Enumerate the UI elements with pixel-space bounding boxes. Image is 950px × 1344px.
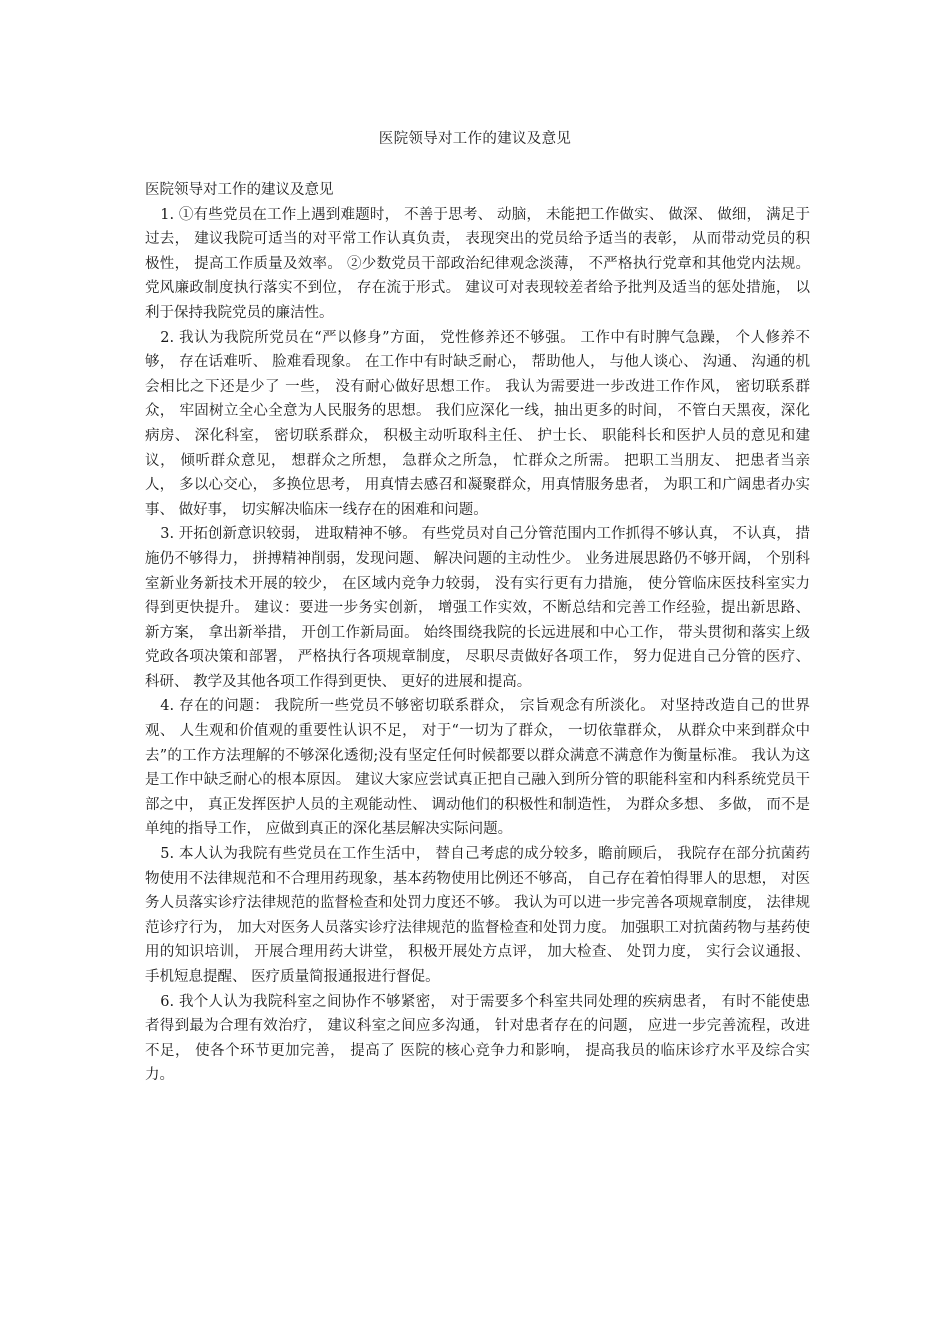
paragraph-item-4: 4. 存在的问题： 我院所一些党员不够密切联系群众， 宗旨观念有所淡化。 对坚持改造自己的世界观、 人生观和价值观的重要性认识不足， 对于“一切为了群众， 一切依靠群众， 从群众中来到群众中去”的工作方法理解的不够深化透彻;没有坚定任何时候都要以群众满意不满意作为衡量标准。 我认为这是工作中缺乏耐心的根本原因。 建议大家应尝试真正把自己融入到所分管的职能科室和内科系统党员干部之中， 真正发挥医护人员的主观能动性、 调动他们的积极性和制造性， 为群众多想、 多做， 而不是单纯的指导工作， 应做到真正的深化基层解决实际问题。 xyxy=(145,698,810,838)
document-subtitle: 医院领导对工作的建议及意见 xyxy=(145,182,334,198)
paragraph-item-5: 5. 本人认为我院有些党员在工作生活中， 替自己考虑的成分较多，瞻前顾后， 我院存在部分抗菌药物使用不法律规范和不合理用药现象，基本药物使用比例还不够高， 自己存在着怕得罪人的思想， 对医务人员落实诊疗法律规范的监督检查和处罚力度还不够。 我认为可以进一步完善各项规章制度， 法律规范诊疗行为， 加大对医务人员落实诊疗法律规范的监督检查和处罚力度。 加强职工对抗菌药物与基药使用的知识培训， 开展合理用药大讲堂， 积极开展处方点评， 加大检查、 处罚力度， 实行会议通报、 手机短息提醒、 医疗质量简报通报进行督促。 xyxy=(145,846,810,985)
paragraph-item-2: 2. 我认为我院所党员在“严以修身”方面， 党性修养还不够强。 工作中有时脾气急躁， 个人修养不够， 存在话难听、 脸难看现象。 在工作中有时缺乏耐心， 帮助他人， 与他人谈心、 沟通、 沟通的机会相比之下还是少了 一些， 没有耐心做好思想工作。 我认为需要进一步改进工作作风， 密切联系群众， 牢固树立全心全意为人民服务的思想。 我们应深化一线，抽出更多的时间， 不管白天黑夜，深化病房、 深化科室， 密切联系群众， 积极主动听取科主任、 护士长、 职能科长和医护人员的意见和建议， 倾听群众意见， 想群众之所想， 急群众之所急， 忙群众之所需。 把职工当朋友、 把患者当亲人， 多以心交心， 多换位思考， 用真情去感召和凝聚群众，用真情服务患者， 为职工和广阔患者办实事、 做好事， 切实解决临床一线存在的困难和问题。 xyxy=(145,329,810,518)
document-body xyxy=(145,178,810,1088)
document-title: 医院领导对工作的建议及意见 xyxy=(378,131,572,147)
paragraph-item-1: 1. ①有些党员在工作上遇到难题时， 不善于思考、 动脑， 未能把工作做实、 做深、 做细， 满足于过去， 建议我院可适当的对平常工作认真负责， 表现突出的党员给予适当的表彰， 从而带动党员的积极性， 提高工作质量及效率。 ②少数党员干部政治纪律观念淡薄， 不严格执行党章和其他党内法规。 党风廉政制度执行落实不到位， 存在流于形式。 建议可对表现较差者给予批判及适当的惩处措施， 以利于保持我院党员的廉洁性。 xyxy=(145,206,810,321)
paragraph-item-6: 6. 我个人认为我院科室之间协作不够紧密， 对于需要多个科室共同处理的疾病患者， 有时不能使患者得到最为合理有效治疗， 建议科室之间应多沟通， 针对患者存在的问题， 应进一步完善流程，改进不足， 使各个环节更加完善， 提高了 医院的核心竞争力和影响， 提高我员的临床诊疗水平及综合实力。 xyxy=(145,993,810,1084)
paragraph-item-3: 3. 开拓创新意识较弱， 进取精神不够。 有些党员对自己分管范围内工作抓得不够认真， 不认真， 措施仍不够得力， 拼搏精神削弱，发现问题、 解决问题的主动性少。 业务进展思路仍不够开阔， 个别科室新业务新技术开展的较少， 在区域内竞争力较弱， 没有实行更有力措施， 使分管临床医技科室实力得到更快提升。 建议：要进一步务实创新， 增强工作实效，不断总结和完善工作经验，提出新思路、 新方案， 拿出新举措， 开创工作新局面。 始终围绕我院的长远进展和中心工作， 带头贯彻和落实上级党政各项决策和部署， 严格执行各项规章制度， 尽职尽责做好各项工作， 努力促进自己分管的医疗、 科研、 教学及其他各项工作得到更快、 更好的进展和提高。 xyxy=(145,526,810,690)
